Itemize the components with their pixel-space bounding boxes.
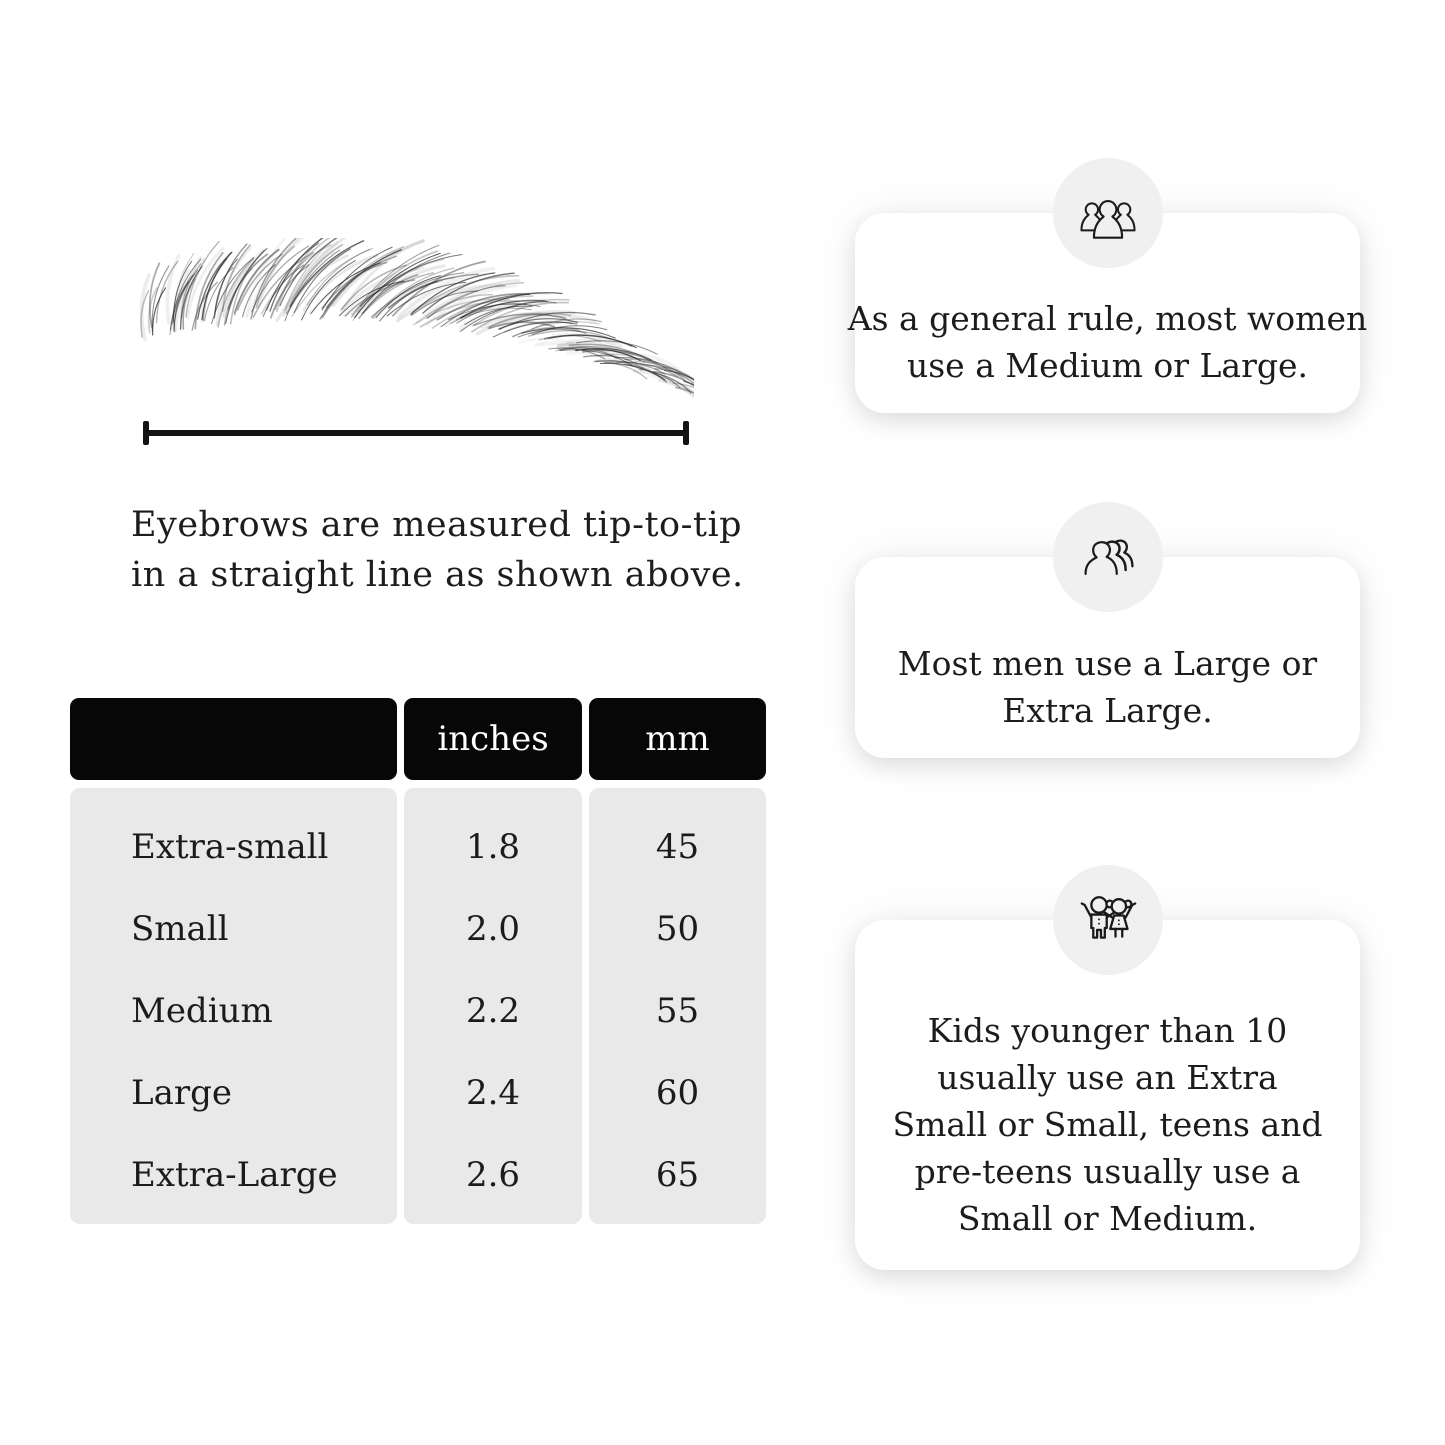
card-text — [892, 1007, 1322, 1242]
figure-caption — [131, 500, 744, 600]
inches-value: 2.4 — [465, 1073, 521, 1113]
card-line: Small or Medium. — [957, 1198, 1258, 1238]
size-label: Extra-small — [131, 827, 329, 867]
size-label: Small — [131, 909, 229, 949]
card-line: usually use an Extra — [937, 1057, 1278, 1097]
mm-value: 65 — [655, 1155, 700, 1195]
size-table-header-row — [70, 698, 766, 780]
size-label: Extra-Large — [131, 1155, 338, 1195]
measure-bar — [143, 430, 689, 436]
measurement-line — [143, 420, 689, 446]
size-label-column — [70, 788, 397, 1224]
info-card-women — [847, 213, 1368, 413]
card-line: Extra Large. — [1002, 690, 1213, 730]
card-line: Most men use a Large or — [897, 643, 1318, 683]
info-card-men — [855, 557, 1360, 758]
size-table — [70, 698, 766, 1224]
icon-badge — [1053, 865, 1163, 975]
measure-cap-right — [683, 421, 689, 445]
men-group-icon — [1077, 526, 1139, 588]
mm-value: 50 — [655, 909, 700, 949]
mm-column — [589, 788, 766, 1224]
card-text — [848, 295, 1367, 389]
size-table-body — [70, 788, 766, 1224]
card-line: As a general rule, most women — [847, 299, 1368, 338]
kids-icon — [1076, 888, 1140, 952]
mm-value: 55 — [655, 991, 700, 1031]
caption-line: Eyebrows are measured tip-to-tip — [131, 505, 743, 545]
mm-value: 60 — [655, 1073, 700, 1113]
size-label: Medium — [131, 991, 273, 1031]
icon-badge — [1053, 158, 1163, 268]
header-cell-blank — [70, 698, 397, 780]
women-group-icon — [1077, 182, 1139, 244]
caption-line: in a straight line as shown above. — [131, 555, 744, 595]
header-cell-inches: inches — [404, 698, 582, 780]
inches-value: 2.2 — [465, 991, 521, 1031]
mm-value: 45 — [655, 827, 700, 867]
card-line: Kids younger than 10 — [927, 1010, 1288, 1050]
info-card-kids — [855, 920, 1360, 1270]
inches-value: 2.6 — [465, 1155, 521, 1195]
eyebrow-illustration — [128, 238, 694, 398]
icon-badge — [1053, 502, 1163, 612]
header-cell-mm: mm — [589, 698, 766, 780]
card-line: use a Medium or Large. — [906, 346, 1309, 385]
card-text — [898, 640, 1317, 734]
inches-value: 2.0 — [465, 909, 521, 949]
inches-column — [404, 788, 582, 1224]
card-line: pre-teens usually use a — [914, 1151, 1301, 1191]
card-line: Small or Small, teens and — [892, 1104, 1323, 1144]
size-label: Large — [131, 1073, 232, 1113]
inches-value: 1.8 — [465, 827, 521, 867]
